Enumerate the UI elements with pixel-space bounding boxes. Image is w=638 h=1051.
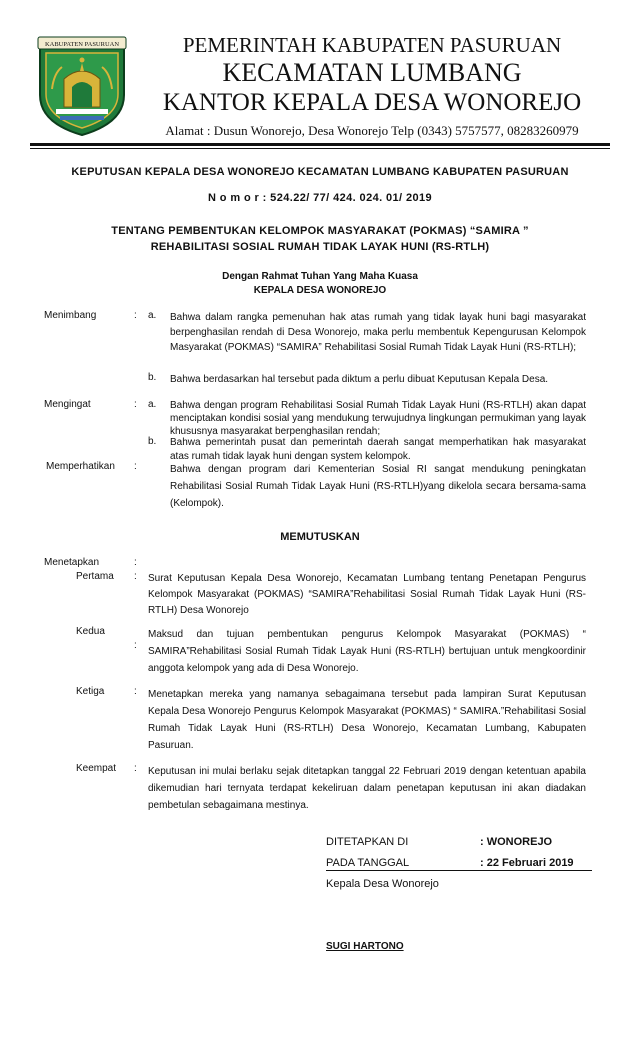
decree-subject-line1: TENTANG PEMBENTUKAN KELOMPOK MASYARAKAT (POKMAS) “SAMIRA ” bbox=[111, 225, 529, 237]
letterhead-rule-thick bbox=[30, 143, 610, 146]
mengingat-a-text: Bahwa dengan program Rehabilitasi Sosial Rumah Tidak Layak Huni (RS-RTLH) akan dapat menciptakan kondisi sosial yang mendukung terwujudnya lingkungan permukiman yang layak khususnya masyarakat berpenghasilan rendah; bbox=[170, 400, 586, 437]
ketiga-colon: : bbox=[134, 686, 137, 697]
kedua-label: Kedua bbox=[76, 626, 105, 637]
keempat-text: Keputusan ini mulai berlaku sejak ditetapkan tanggal 22 Februari 2019 dengan ketentuan apabila dikemudian hari ternyata terdapat kekeliruan dalam penetapan keputusan ini akan diadakan pembetulan sebagaimana mestinya. bbox=[148, 766, 586, 811]
letterhead-address: Alamat : Dusun Wonorejo, Desa Wonorejo Telp (0343) 5757577, 08283260979 bbox=[165, 123, 579, 138]
letterhead-line2: KECAMATAN LUMBANG bbox=[222, 58, 522, 87]
menetapkan-colon: : bbox=[134, 557, 137, 568]
letterhead-rule-thin bbox=[30, 148, 610, 149]
ditetapkan-label: DITETAPKAN DI bbox=[326, 836, 409, 848]
keempat-colon: : bbox=[134, 763, 137, 774]
rahmat-line: Dengan Rahmat Tuhan Yang Maha Kuasa bbox=[222, 271, 418, 282]
letterhead-line1: PEMERINTAH KABUPATEN PASURUAN bbox=[182, 33, 562, 57]
kabupaten-pasuruan-logo bbox=[34, 33, 130, 137]
kedua-text: Maksud dan tujuan pembentukan pengurus Kelompok Masyarakat (POKMAS) “ SAMIRA”Rehabilitasi Sosial Rumah Tidak Layak Huni (RS-RTLH) bertujuan untuk mengkoordinir anggota kelompok yang ada di Desa Wonorejo. bbox=[148, 629, 586, 674]
menimbang-a-marker: a. bbox=[148, 310, 157, 321]
menimbang-label: Menimbang bbox=[44, 310, 97, 321]
memutuskan-heading: MEMUTUSKAN bbox=[280, 531, 360, 543]
decree-number: N o m o r : 524.22/ 77/ 424. 024. 01/ 2019 bbox=[207, 192, 433, 204]
mengingat-a-marker: a. bbox=[148, 399, 157, 410]
pertama-colon: : bbox=[134, 571, 137, 582]
pertama-label: Pertama bbox=[76, 571, 114, 582]
mengingat-b-text: Bahwa pemerintah pusat dan pemerintah daerah sangat memperhatikan hak masyarakat atas rumah tidak layak huni dengan system kelompok. bbox=[170, 437, 586, 462]
mengingat-colon: : bbox=[134, 399, 137, 410]
decree-title: KEPUTUSAN KEPALA DESA WONOREJO KECAMATAN LUMBANG KABUPATEN PASURUAN bbox=[71, 166, 569, 178]
jabatan: Kepala Desa Wonorejo bbox=[326, 878, 439, 890]
menimbang-a-text: Bahwa dalam rangka pemenuhan hak atas rumah yang tidak layak huni bagi masyarakat berpenghasilan rendah di Desa Wonorejo, maka perlu membentuk Kepengurusan Kelompok Masyarakat (POKMAS) “SAMIRA” Rehabilitasi Sosial Rumah Tidak Layak Huni (RS-RTLH); bbox=[170, 312, 586, 353]
ketiga-text: Menetapkan mereka yang namanya sebagaimana tersebut pada lampiran Surat Keputusan Kepala Desa Wonorejo Pengurus Kelompok Masyarakat (POKMAS) “ SAMIRA.”Rehabilitasi Sosial Rumah Tidak Layak Huni (RS-RTLH) Desa Wonorejo, Kecamatan Lumbang, Kabupaten Pasuruan. bbox=[148, 689, 586, 751]
letterhead-line3: KANTOR KEPALA DESA WONOREJO bbox=[162, 89, 582, 116]
memperhatikan-colon: : bbox=[134, 461, 137, 472]
logo-banner-text: KABUPATEN PASURUAN bbox=[44, 41, 120, 48]
memperhatikan-text: Bahwa dengan program dari Kementerian Sosial RI sangat mendukung peningkatan Rehabilitasi Sosial Rumah Tidak Layak Huni (RS-RTLH)yang dikelola secara bersama-sama (Kelompok). bbox=[170, 464, 586, 509]
tanggal-value: : 22 Februari 2019 bbox=[476, 857, 592, 871]
ditetapkan-value: : WONOREJO bbox=[480, 836, 553, 848]
pertama-text: Surat Keputusan Kepala Desa Wonorejo, Kecamatan Lumbang tentang Penetapan Pengurus Kelompok Masyarakat (POKMAS) “SAMIRA”Rehabilitasi Sosial Rumah Tidak Layak Huni (RS-RTLH) Desa Wonorejo bbox=[148, 573, 586, 616]
signatory-name: SUGI HARTONO bbox=[326, 941, 404, 952]
ketiga-label: Ketiga bbox=[76, 686, 105, 697]
decree-subject-line2: REHABILITASI SOSIAL RUMAH TIDAK LAYAK HUNI (RS-RTLH) bbox=[150, 241, 490, 253]
tanggal-label: PADA TANGGAL bbox=[326, 857, 476, 871]
keempat-label: Keempat bbox=[76, 763, 117, 774]
menimbang-colon: : bbox=[134, 310, 137, 321]
menimbang-b-marker: b. bbox=[148, 372, 157, 383]
menetapkan-label: Menetapkan bbox=[44, 557, 100, 568]
mengingat-b-marker: b. bbox=[148, 436, 157, 447]
kepala-desa-heading: KEPALA DESA WONOREJO bbox=[253, 285, 387, 296]
memperhatikan-label: Memperhatikan bbox=[46, 461, 115, 472]
menimbang-b-text: Bahwa berdasarkan hal tersebut pada diktum a perlu dibuat Keputusan Kepala Desa. bbox=[170, 374, 549, 385]
mengingat-label: Mengingat bbox=[44, 399, 91, 410]
kedua-colon: : bbox=[134, 640, 137, 651]
